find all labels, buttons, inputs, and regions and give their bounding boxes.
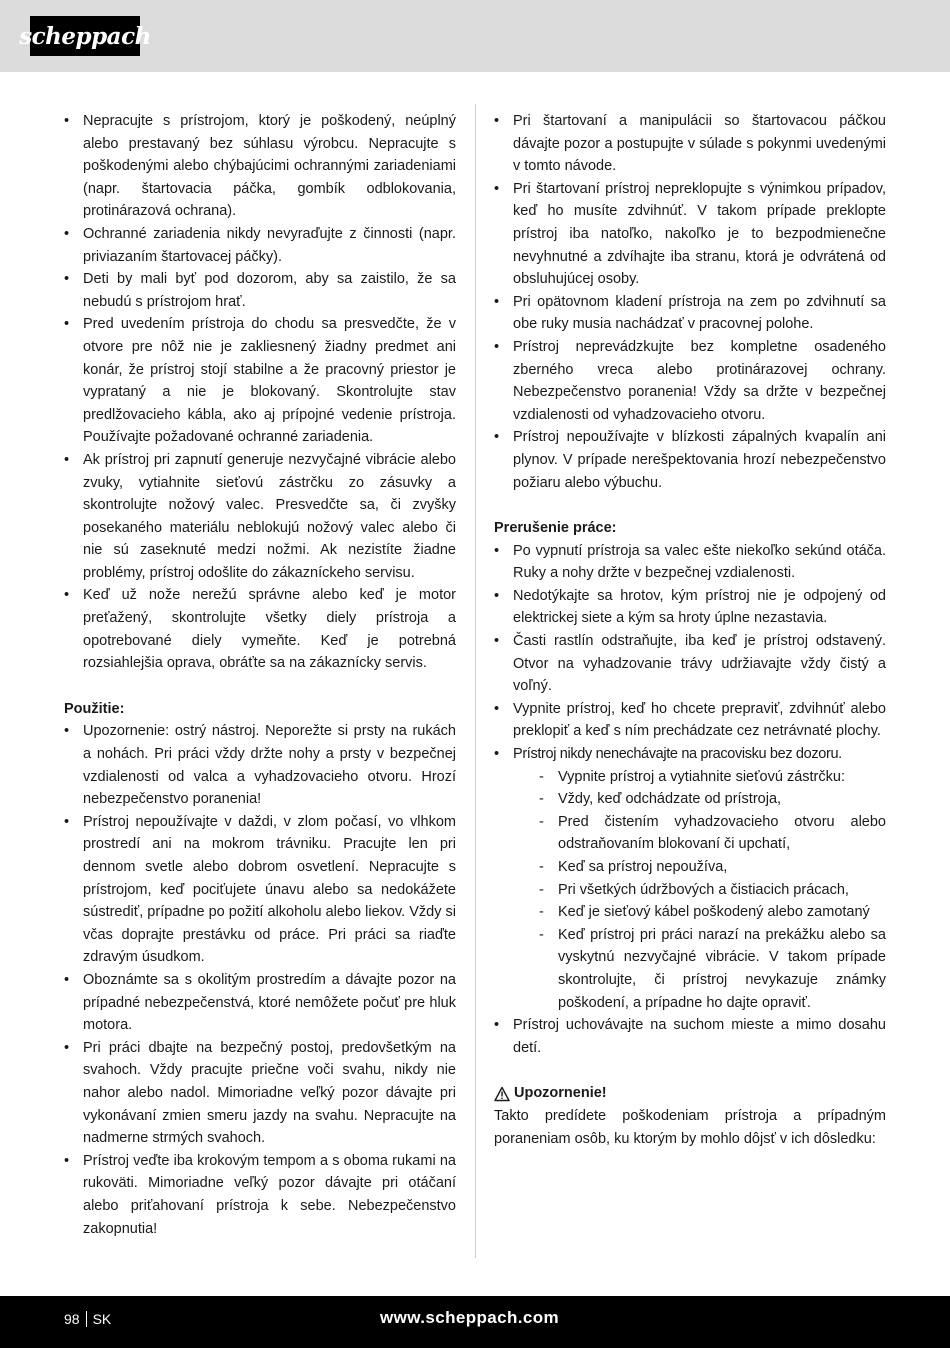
left-column [64,110,456,1240]
list-item: • Vypnite prístroj, keď ho chcete prepraviť, zdvihnúť alebo preklopiť a keď s ním prechádzate cez netrávnaté plochy. [494,698,886,743]
list-item: • Pri štartovaní prístroj nepreklopujte s výnimkou prípadov, keď ho musíte zdvihnúť. V takom prípade preklopte prístroj iba natoľko, nakoľko je to bezpodmienečne nevyhnutné a zdvíhajte iba stranu, ktorá je odvrátená od obsluhujúcej osoby. [494,178,886,291]
list-item: • Deti by mali byť pod dozorom, aby sa zaistilo, že sa nebudú s prístrojom hrať. [64,268,456,313]
list-item: • Pri štartovaní a manipulácii so štartovacou páčkou dávajte pozor a postupujte v súlade s pokynmi uvedenými v tomto návode. [494,110,886,178]
page-footer [0,1296,950,1348]
warning-triangle-icon [494,1086,510,1102]
usage-heading: Použitie: [64,700,125,717]
page-number: 98 [64,1311,80,1327]
list-item: • Prístroj neprevádzkujte bez kompletne osadeného zberného vreca alebo protinárazovej ochrany. Nebezpečenstvo poranenia! Vždy sa držte v bezpečnej vzdialenosti od vyhadzovacieho otvoru. [494,336,886,426]
list-item: • Keď už nože nerežú správne alebo keď je motor preťažený, skontrolujte všetky diely prístroja a opotrebované diely vymeňte. Keď je potrebná rozsiahlejšia oprava, obráťte sa na zákaznícky servis. [64,584,456,674]
list-item: • Prístroj nepoužívajte v daždi, v zlom počasí, vo vlhkom prostredí ani na mokrom trávniku. Pracujte len pri dennom svetle alebo dobrom osvetlení. Nepracujte s prístrojom, keď pociťujete únavu alebo sa nedokážete sústrediť, prípadne po požití alkoholu alebo liekov. Vždy si včas doprajte prestávku od práce. Pri práci sa riaďte zdravým úsudkom. [64,811,456,969]
dash-item: - Vypnite prístroj a vytiahnite sieťovú zástrčku: [539,766,886,789]
dash-item: - Pri všetkých údržbových a čistiacich prácach, [539,879,886,902]
never-leave-text: Prístroj nikdy nenechávajte na pracovisku bez dozoru. [513,746,842,763]
list-item: • Pred uvedením prístroja do chodu sa presvedčte, že v otvore pre nôž nie je zakliesnený žiadny predmet ani konár, že prístroj stojí stabilne a že pracovný priestor je vyprataný a nie je blokovaný. Skontrolujte stav predlžovacieho kábla, ako aj prípojné vedenie prístroja. Používajte požadované ochranné zariadenia. [64,313,456,449]
list-item: • Pri práci dbajte na bezpečný postoj, predovšetkým na svahoch. Vždy pracujte priečne voči svahu, nikdy nie nahor alebo nadol. Mimoriadne veľký pozor dávajte pri vykonávaní zmien smeru jazdy na svahu. Nepracujte na nadmerne strmých svahoch. [64,1037,456,1150]
dash-item: - Pred čistením vyhadzovacieho otvoru alebo odstraňovaním blokovaní či upchatí, [539,811,886,856]
usage-list [64,720,456,1240]
warning-text: Takto predídete poškodeniam prístroja a prípadným poraneniam osôb, ku ktorým by mohlo dôjsť v ich dôsledku: [494,1107,886,1147]
warning-heading [494,1082,886,1105]
interrupt-list [494,540,886,1060]
page-info [64,1311,111,1327]
column-divider [475,104,476,1258]
list-item: • Prístroj uchovávajte na suchom mieste a mimo dosahu detí. [494,1014,886,1059]
list-item: • Časti rastlín odstraňujte, iba keď je prístroj odstavený. Otvor na vyhadzovanie trávy udržiavajte vždy čistý a voľný. [494,630,886,698]
right-intro-list [494,110,886,494]
list-item: • Nedotýkajte sa hrotov, kým prístroj nie je odpojený od elektrickej siete a kým sa hroty úplne nezastavia. [494,585,886,630]
page-header [0,0,950,72]
dash-item: - Keď je sieťový kábel poškodený alebo zamotaný [539,901,886,924]
dash-list [513,766,886,1015]
dash-item: - Keď prístroj pri práci narazí na prekážku alebo sa vyskytnú nezvyčajné vibrácie. V takom prípade skontrolujte, či prístroj nevykazuje známky poškodení, a prípadne ho dajte opraviť. [539,924,886,1014]
list-item [494,743,886,1014]
list-item: • Pri opätovnom kladení prístroja na zem po zdvihnutí sa obe ruky musia nachádzať v pracovnej polohe. [494,291,886,336]
brand-logo-text: scheppach [19,22,151,50]
list-item: • Ochranné zariadenia nikdy nevyraďujte z činnosti (napr. priviazaním štartovacej páčky). [64,223,456,268]
language-code: SK [92,1311,112,1327]
list-item: • Prístroj nepoužívajte v blízkosti zápalných kvapalín ani plynov. V prípade nerešpektovania hrozí nebezpečenstvo požiaru alebo výbuchu. [494,426,886,494]
right-column [494,110,886,1150]
dash-item: - Vždy, keď odchádzate od prístroja, [539,788,886,811]
interrupt-heading: Prerušenie práce: [494,520,617,537]
dash-item: - Keď sa prístroj nepoužíva, [539,856,886,879]
list-item: • Oboznámte sa s okolitým prostredím a dávajte pozor na prípadné nebezpečenstvá, ktoré nemôžete počuť pre hluk motora. [64,969,456,1037]
list-item: • Prístroj veďte iba krokovým tempom a s oboma rukami na rukoväti. Mimoriadne veľký pozor dávajte pri otáčaní alebo priťahovaní prístroja k sebe. Nebezpečenstvo zakopnutia! [64,1150,456,1240]
warning-heading-text: Upozornenie! [514,1085,607,1102]
brand-logo [19,16,151,56]
list-item: • Nepracujte s prístrojom, ktorý je poškodený, neúplný alebo prestavaný bez súhlasu výrobcu. Nepracujte s poškodenými alebo chýbajúcimi ochrannými zariadeniami (napr. štartovacia páčka, gombík odblokovania, protinárazová ochrana). [64,110,456,223]
left-intro-list [64,110,456,675]
footer-separator [86,1311,87,1327]
list-item: • Upozornenie: ostrý nástroj. Neporežte si prsty na rukách a nohách. Pri práci vždy držte nohy a prsty v bezpečnej vzdialenosti od valca a vyhadzovacieho otvoru. Hrozí nebezpečenstvo poranenia! [64,720,456,810]
website-url[interactable]: www.scheppach.com [380,1308,560,1327]
list-item: • Ak prístroj pri zapnutí generuje nezvyčajné vibrácie alebo zvuky, vytiahnite sieťovú zástrčku zo zásuvky a skontrolujte nožový valec. Presvedčte sa, či zvyšky posekaného materiálu neblokujú nožový valec alebo či nie sú zaseknuté medzi nožmi. Ak nezistíte žiadne problémy, prístroj odošlite do zákazníckeho servisu. [64,449,456,585]
list-item: • Po vypnutí prístroja sa valec ešte niekoľko sekúnd otáča. Ruky a nohy držte v bezpečnej vzdialenosti. [494,540,886,585]
